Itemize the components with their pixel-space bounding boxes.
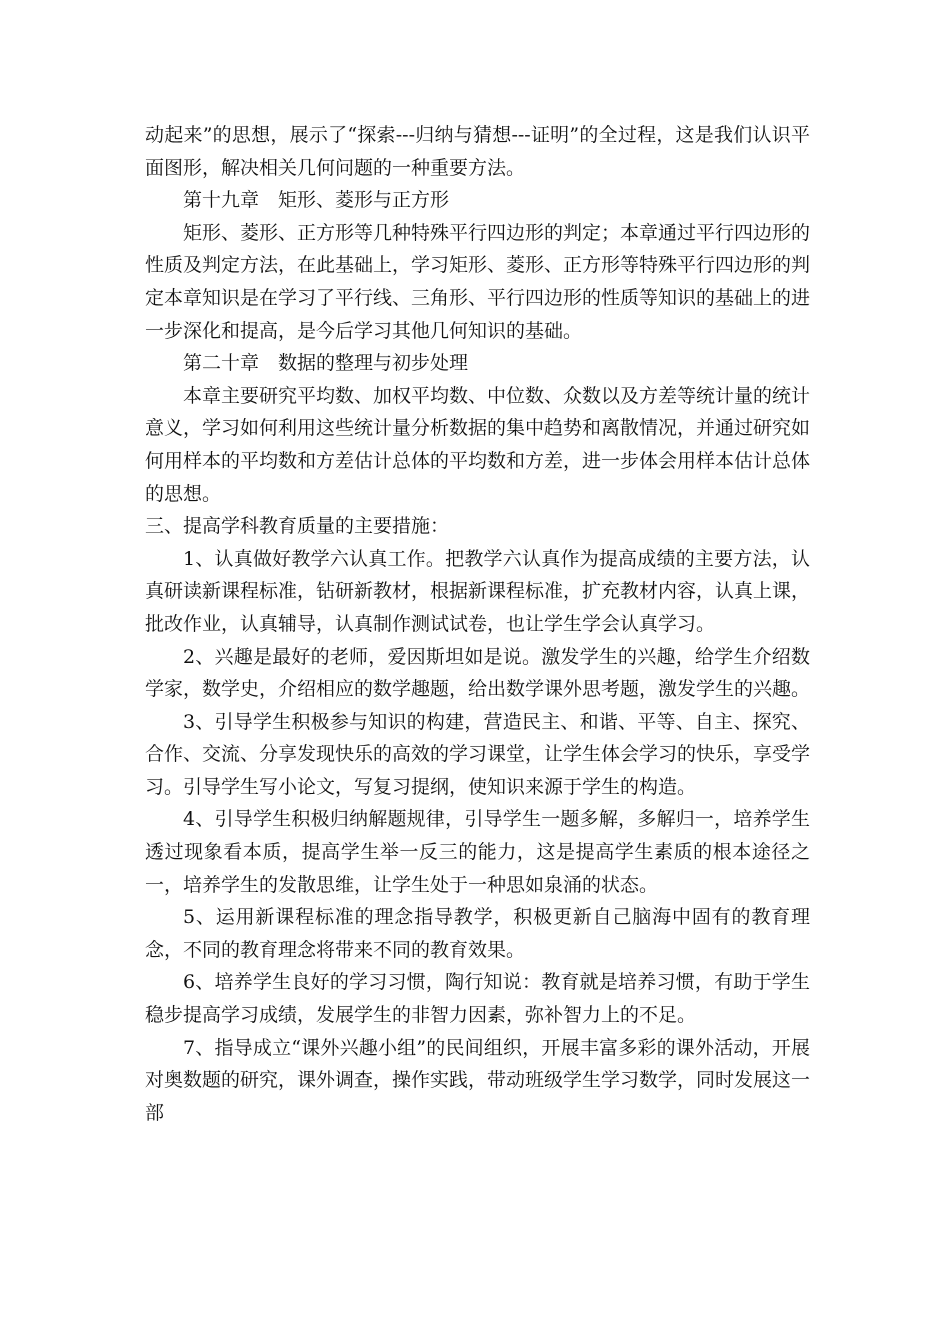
section-3-heading: 三、提高学科教育质量的主要措施：	[145, 515, 450, 538]
chapter-19-summary: 矩形、菱形、正方形等几种特殊平行四边形的判定；本章通过平行四边形的性质及判定方法，在此基础上，学习矩形、菱形、正方形等特殊平行四边形的判定本章知识是在学习了平行线、三角形、平行四边形的性质等知识的基础上的进一步深化和提高，是今后学习其他几何知识的基础。	[145, 221, 811, 342]
chapter-19-heading: 第十九章 矩形、菱形与正方形	[183, 189, 450, 212]
paragraph-continuation: 动起来”的思想，展示了“探索---归纳与猜想---证明”的全过程，这是我们认识平面图形，解决相关几何问题的一种重要方法。	[145, 124, 810, 179]
measure-2: 2、兴趣是最好的老师，爱因斯坦如是说。激发学生的兴趣，给学生介绍数学家，数学史，介绍相应的数学趣题，给出数学课外思考题，激发学生的兴趣。	[145, 645, 811, 701]
chapter-20-summary: 本章主要研究平均数、加权平均数、中位数、众数以及方差等统计量的统计意义，学习如何利用这些统计量分析数据的集中趋势和离散情况，并通过研究如何用样本的平均数和方差估计总体的平均数和方差，进一步体会用样本估计总体的思想。	[145, 384, 811, 505]
chapter-20-heading: 第二十章 数据的整理与初步处理	[183, 352, 469, 375]
measure-4: 4、引导学生积极归纳解题规律，引导学生一题多解，多解归一，培养学生透过现象看本质，提高学生举一反三的能力，这是提高学生素质的根本途径之一，培养学生的发散思维，让学生处于一种思如泉涌的状态。	[145, 808, 810, 896]
measure-6: 6、培养学生良好的学习习惯，陶行知说：教育就是培养习惯，有助于学生稳步提高学习成绩，发展学生的非智力因素，弥补智力上的不足。	[145, 971, 810, 1027]
measure-3: 3、引导学生积极参与知识的构建，营造民主、和谐、平等、自主、探究、合作、交流、分享发现快乐的高效的学习课堂，让学生体会学习的快乐，享受学习。引导学生写小论文，写复习提纲，使知识来源于学生的构造。	[145, 710, 811, 798]
measure-1: 1、认真做好教学六认真工作。把教学六认真作为提高成绩的主要方法，认真研读新课程标准，钻研新教材，根据新课程标准，扩充教材内容，认真上课，批改作业，认真辅导，认真制作测试试卷，也让学生学会认真学习。	[145, 547, 811, 635]
measure-7: 7、指导成立“课外兴趣小组”的民间组织，开展丰富多彩的课外活动，开展对奥数题的研究，课外调查，操作实践，带动班级学生学习数学，同时发展这一部	[145, 1036, 811, 1124]
document-body	[145, 119, 810, 1129]
measure-5: 5、运用新课程标准的理念指导教学，积极更新自己脑海中固有的教育理念，不同的教育理念将带来不同的教育效果。	[145, 906, 810, 961]
